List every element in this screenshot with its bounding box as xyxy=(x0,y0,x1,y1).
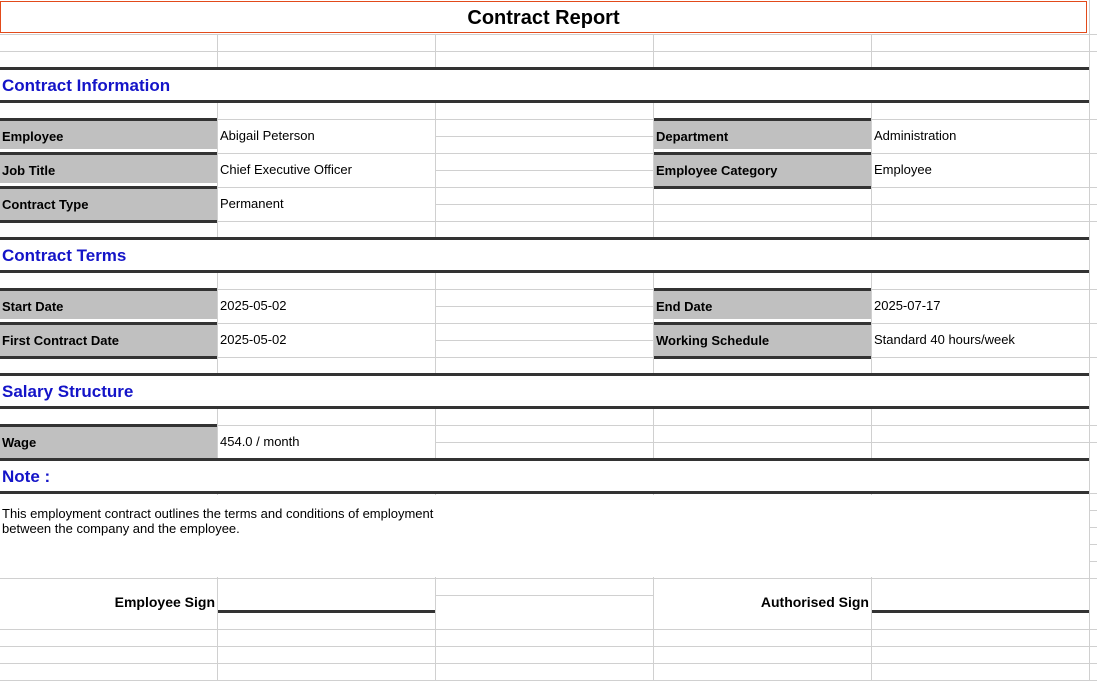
section-rule xyxy=(0,373,1089,376)
section-rule xyxy=(0,100,1089,103)
label-employee: Employee xyxy=(0,118,217,149)
merged-cell-section-header xyxy=(0,240,1089,270)
grid-row-line xyxy=(0,663,1097,664)
section-rule xyxy=(0,458,1089,461)
value-department: Administration xyxy=(874,128,957,143)
label-wage: Wage xyxy=(0,424,217,458)
grid-row-line xyxy=(435,170,653,171)
authorised-sign-line[interactable] xyxy=(872,610,1089,613)
employee-sign-line[interactable] xyxy=(218,610,435,613)
grid-row-line xyxy=(1089,493,1097,494)
label-end-date: End Date xyxy=(654,288,871,319)
section-rule xyxy=(0,491,1089,494)
note-text xyxy=(2,506,452,536)
section-rule xyxy=(0,406,1089,409)
grid-row-line xyxy=(0,646,1097,647)
employee-sign-label: Employee Sign xyxy=(114,594,215,610)
grid-row-line xyxy=(435,136,653,137)
grid-row-line xyxy=(1089,561,1097,562)
grid-row-line xyxy=(435,340,653,341)
section-title-contract-terms: Contract Terms xyxy=(2,246,127,265)
grid-row-line xyxy=(0,629,1097,630)
note-line: This employment contract outlines the terms and conditions of employment xyxy=(2,506,434,521)
value-employee-category: Employee xyxy=(874,162,932,177)
grid-row-line xyxy=(0,34,1097,35)
grid-row-line xyxy=(435,595,653,596)
merged-cell-section-header xyxy=(0,376,1089,406)
label-first-contract-date: First Contract Date xyxy=(0,322,217,359)
section-title-salary-structure: Salary Structure xyxy=(2,382,134,401)
label-employee-category: Employee Category xyxy=(654,152,871,189)
grid-row-line xyxy=(435,442,1097,443)
label-contract-type: Contract Type xyxy=(0,186,217,223)
grid-row-line xyxy=(0,578,1097,579)
label-department: Department xyxy=(654,118,871,149)
section-rule xyxy=(0,270,1089,273)
authorised-sign-label: Authorised Sign xyxy=(760,594,869,610)
grid-row-line xyxy=(435,204,1097,205)
section-rule xyxy=(0,67,1089,70)
merged-cell-section-header xyxy=(0,461,1089,491)
section-title-note: Note : xyxy=(2,467,51,486)
grid-row-line xyxy=(435,306,653,307)
value-wage: 454.0 / month xyxy=(220,434,300,449)
label-working-schedule: Working Schedule xyxy=(654,322,871,359)
value-job-title: Chief Executive Officer xyxy=(220,162,352,177)
grid-row-line xyxy=(1089,510,1097,511)
section-title-contract-information: Contract Information xyxy=(2,76,171,95)
label-start-date: Start Date xyxy=(0,288,217,319)
value-working-schedule: Standard 40 hours/week xyxy=(874,332,1015,347)
value-first-contract-date: 2025-05-02 xyxy=(220,332,287,347)
grid-row-line xyxy=(1089,527,1097,528)
note-line: between the company and the employee. xyxy=(2,521,240,536)
value-employee: Abigail Peterson xyxy=(220,128,315,143)
value-end-date: 2025-07-17 xyxy=(874,298,941,313)
value-start-date: 2025-05-02 xyxy=(220,298,287,313)
grid-row-line xyxy=(1089,544,1097,545)
section-rule xyxy=(0,237,1089,240)
label-job-title: Job Title xyxy=(0,152,217,183)
report-title: Contract Report xyxy=(0,1,1087,33)
value-contract-type: Permanent xyxy=(220,196,284,211)
grid-row-line xyxy=(0,51,1097,52)
